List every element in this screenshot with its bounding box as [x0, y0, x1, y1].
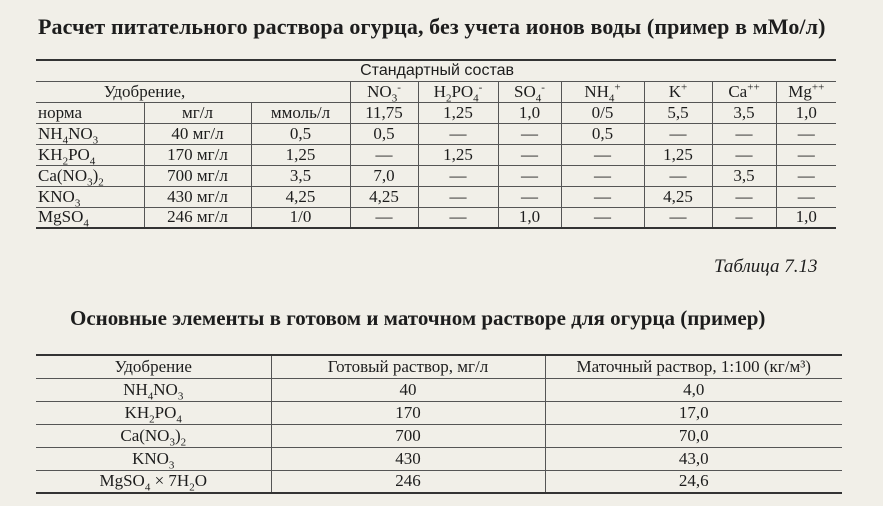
table-cell: —: [712, 123, 776, 144]
table-cell: —: [561, 207, 644, 228]
norm-cell: норма: [36, 102, 144, 123]
table-cell: —: [712, 144, 776, 165]
ion-header: $SO_4^-$: [498, 81, 561, 102]
table-cell: 0,5: [350, 123, 418, 144]
ion-header: Ca++: [712, 81, 776, 102]
header-ready-solution: Готовый раствор, мг/л: [271, 355, 545, 378]
ready-solution-value: 700: [271, 424, 545, 447]
ready-solution-value: 430: [271, 447, 545, 470]
norm-cell: 5,5: [644, 102, 712, 123]
fertilizer-formula: $KNO_3$: [36, 186, 144, 207]
table-cell: 1,25: [251, 144, 350, 165]
table-cell: 7,0: [350, 165, 418, 186]
table-cell: —: [418, 165, 498, 186]
fertilizer-formula: $NH_4NO_3$: [36, 378, 271, 401]
table-row: [36, 401, 842, 424]
group-header: Стандартный состав: [36, 60, 836, 81]
table-cell: —: [350, 207, 418, 228]
table-cell: —: [776, 186, 836, 207]
fertilizer-formula: MgSO$_4$: [36, 207, 144, 228]
table-cell: —: [776, 123, 836, 144]
solution-elements-table: [36, 354, 842, 494]
header-fertilizer: Удобрение: [36, 355, 271, 378]
fertilizer-formula: $NH_4NO_3$: [36, 123, 144, 144]
ion-header: $H_2PO_4^-$: [418, 81, 498, 102]
stock-solution-value: 70,0: [545, 424, 842, 447]
ready-solution-value: 40: [271, 378, 545, 401]
fertilizer-formula: $KNO_3$: [36, 447, 271, 470]
table-caption: Таблица 7.13: [714, 256, 818, 277]
table-cell: —: [561, 165, 644, 186]
table-row: [36, 165, 836, 186]
table1-title: Расчет питательного раствора огурца, без учета ионов воды (пример в мМо/л): [38, 14, 826, 39]
table-cell: —: [561, 186, 644, 207]
table-cell: 4,25: [350, 186, 418, 207]
table-cell: —: [776, 144, 836, 165]
fertilizer-formula: $KH_2PO_4$: [36, 401, 271, 424]
ion-header: Mg++: [776, 81, 836, 102]
table-cell: —: [498, 123, 561, 144]
table-cell: —: [644, 123, 712, 144]
table-cell: 430 мг/л: [144, 186, 251, 207]
table-cell: —: [498, 144, 561, 165]
stock-solution-value: 43,0: [545, 447, 842, 470]
table-cell: 3,5: [251, 165, 350, 186]
nutrient-calculation-table: [36, 59, 836, 229]
ready-solution-value: 246: [271, 470, 545, 493]
table-cell: —: [418, 186, 498, 207]
norm-row: [36, 102, 836, 123]
table-cell: —: [498, 186, 561, 207]
fertilizer-formula: MgSO$_4$ × $7H_2O$: [36, 470, 271, 493]
table-row: [36, 123, 836, 144]
table-cell: —: [712, 207, 776, 228]
table-cell: 1,25: [418, 144, 498, 165]
table-row: [36, 378, 842, 401]
ready-solution-value: 170: [271, 401, 545, 424]
table-cell: 40 мг/л: [144, 123, 251, 144]
table2-title: Основные элементы в готовом и маточном растворе для огурца (пример): [70, 306, 766, 330]
table-cell: 4,25: [644, 186, 712, 207]
table-row: [36, 470, 842, 493]
ion-header: $NO_3^-$: [350, 81, 418, 102]
table-cell: 4,25: [251, 186, 350, 207]
table-cell: —: [418, 123, 498, 144]
fertilizer-formula: $Ca(NO_3)_2$: [36, 424, 271, 447]
table-cell: 700 мг/л: [144, 165, 251, 186]
norm-cell: 1,0: [498, 102, 561, 123]
table-cell: 1/0: [251, 207, 350, 228]
table-cell: —: [498, 165, 561, 186]
table-cell: —: [776, 165, 836, 186]
norm-cell: 0/5: [561, 102, 644, 123]
table-row: [36, 207, 836, 228]
stock-solution-value: 17,0: [545, 401, 842, 424]
fertilizer-formula: $KH_2PO_4$: [36, 144, 144, 165]
table-cell: 0,5: [251, 123, 350, 144]
table-cell: 1,0: [776, 207, 836, 228]
table-cell: —: [561, 144, 644, 165]
table-cell: —: [644, 165, 712, 186]
fertilizer-formula: $Ca(NO_3)_2$: [36, 165, 144, 186]
table-cell: 1,25: [644, 144, 712, 165]
stock-solution-value: 4,0: [545, 378, 842, 401]
table-cell: —: [712, 186, 776, 207]
norm-cell: мг/л: [144, 102, 251, 123]
ion-header: K+: [644, 81, 712, 102]
stock-solution-value: 24,6: [545, 470, 842, 493]
table-cell: 0,5: [561, 123, 644, 144]
ion-header: $NH_4^+$: [561, 81, 644, 102]
table-row: [36, 186, 836, 207]
norm-cell: 1,0: [776, 102, 836, 123]
norm-cell: ммоль/л: [251, 102, 350, 123]
norm-cell: 11,75: [350, 102, 418, 123]
table-cell: —: [350, 144, 418, 165]
table-cell: 170 мг/л: [144, 144, 251, 165]
table-cell: —: [644, 207, 712, 228]
table-row: [36, 144, 836, 165]
fertilizer-header: Удобрение,: [36, 81, 251, 102]
norm-cell: 1,25: [418, 102, 498, 123]
table-row: [36, 447, 842, 470]
table-cell: —: [418, 207, 498, 228]
norm-cell: 3,5: [712, 102, 776, 123]
table-cell: 1,0: [498, 207, 561, 228]
table-cell: 246 мг/л: [144, 207, 251, 228]
header-stock-solution: Маточный раствор, 1:100 (кг/м³): [545, 355, 842, 378]
table-row: [36, 424, 842, 447]
table-cell: 3,5: [712, 165, 776, 186]
